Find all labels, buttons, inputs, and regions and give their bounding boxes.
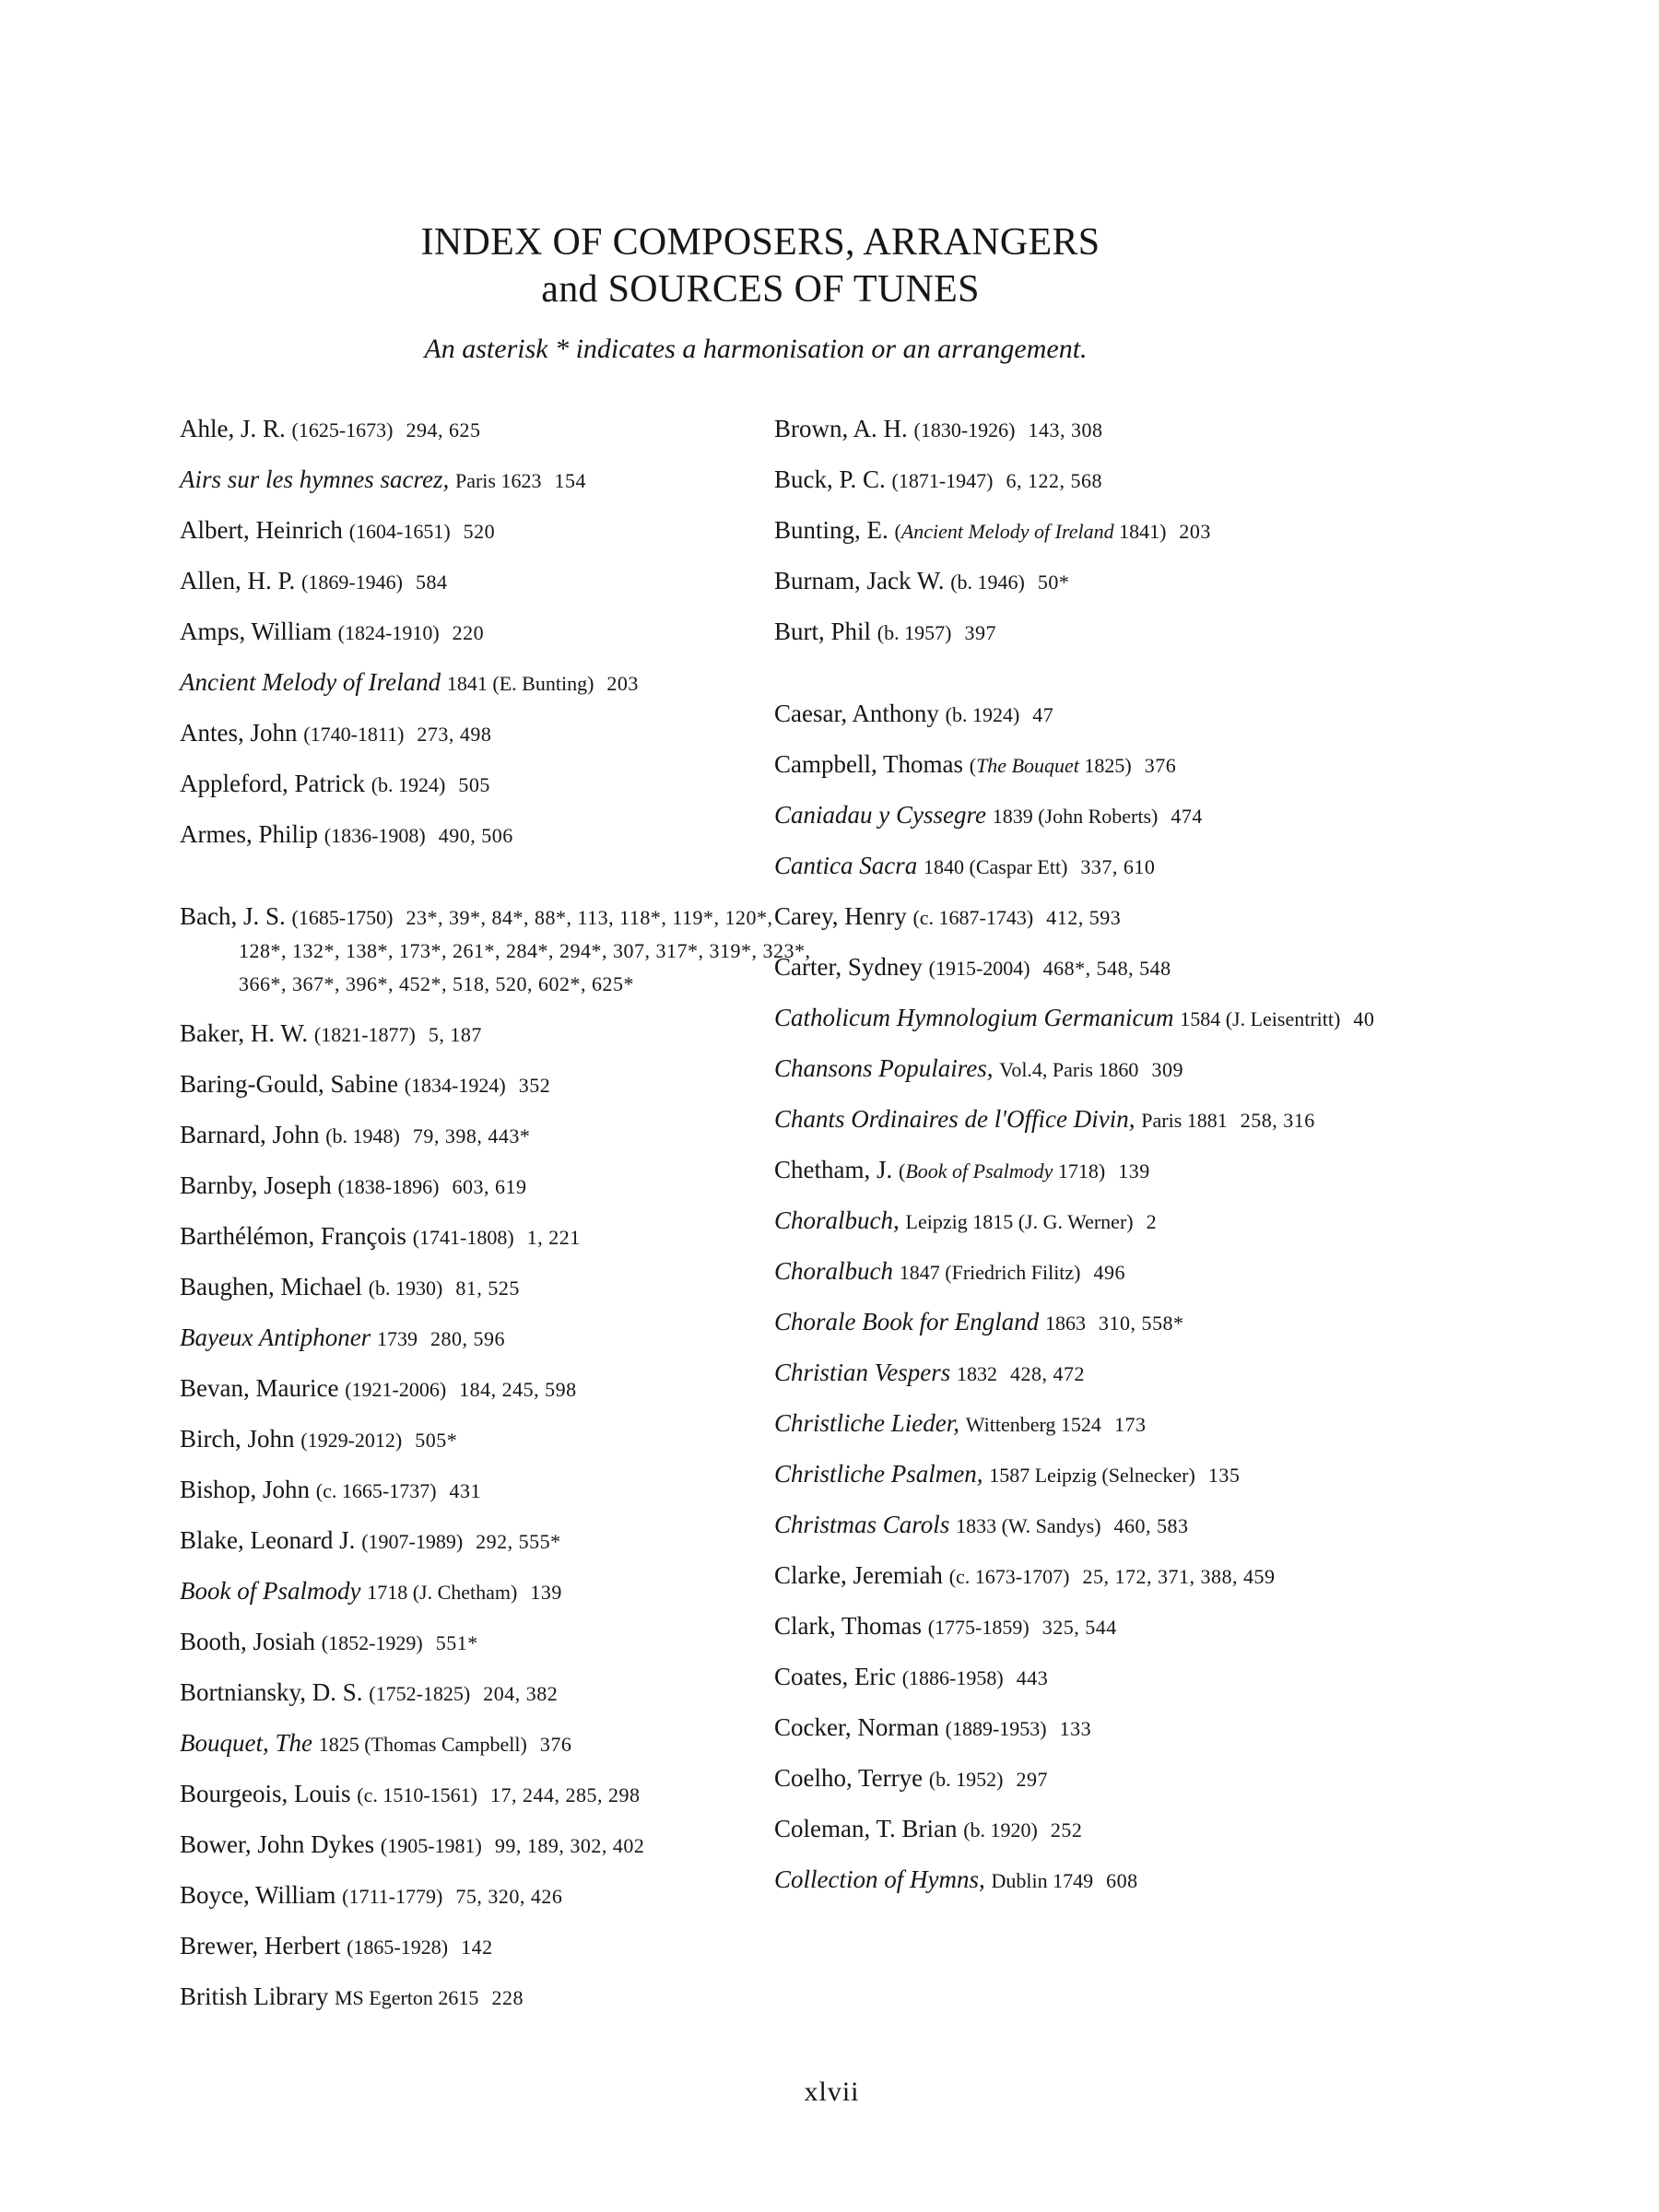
entry-name: Carter, Sydney (774, 953, 923, 981)
entry-hymn-numbers: 47 (1032, 703, 1054, 726)
entry-hymn-numbers: 203 (606, 672, 639, 695)
entry-detail: (1907-1989) (361, 1530, 464, 1553)
entry-name: Bortniansky, D. S. (180, 1678, 363, 1706)
entry-hymn-numbers: 397 (964, 621, 996, 644)
entry-detail: 1840 (Caspar Ett) (924, 855, 1068, 878)
entry-detail: (1838-1896) (337, 1175, 440, 1198)
entry-name: Appleford, Patrick (180, 770, 365, 797)
entry-hymn-numbers: 273, 498 (417, 723, 492, 746)
index-title (378, 219, 1143, 313)
entry-name: Buck, P. C. (774, 465, 886, 493)
index-entry (180, 1981, 825, 2014)
index-entry (774, 799, 1419, 832)
entry-detail: (1929-2012) (300, 1429, 403, 1452)
entry-detail: 1587 Leipzig (Selnecker) (989, 1464, 1195, 1487)
entry-name: Christliche Psalmen, (774, 1460, 983, 1488)
entry-detail: (1852-1929) (321, 1631, 423, 1654)
entry-detail: Leipzig 1815 (J. G. Werner) (905, 1210, 1134, 1233)
page-number-text: xlvii (804, 2077, 860, 2107)
entry-hymn-numbers: 142 (461, 1936, 493, 1959)
entry-name: Coelho, Terrye (774, 1764, 924, 1792)
index-subtitle: An asterisk * indicates a harmonisation or an arrangement. (424, 334, 1088, 364)
index-entry (180, 1423, 825, 1456)
entry-name: Catholicum Hymnologium Germanicum (774, 1004, 1174, 1031)
entry-detail: (c. 1673-1707) (948, 1565, 1070, 1588)
entry-detail: (b. 1952) (928, 1768, 1004, 1791)
entry-detail: (1752-1825) (369, 1682, 471, 1705)
entry-hymn-numbers: 412, 593 (1046, 906, 1122, 929)
index-entry (180, 413, 825, 446)
entry-hymn-numbers: 143, 308 (1028, 418, 1103, 441)
index-entry (774, 1509, 1419, 1542)
entry-name: Choralbuch, (774, 1206, 900, 1234)
entry-detail: Vol.4, Paris 1860 (999, 1058, 1139, 1081)
entry-hymn-numbers: 309 (1151, 1058, 1183, 1081)
index-entry (774, 1458, 1419, 1491)
left-index-column (180, 413, 825, 2031)
entry-hymn-numbers: 310, 558* (1098, 1312, 1184, 1335)
entry-detail: 1739 (376, 1327, 418, 1350)
index-entry (180, 464, 825, 497)
entry-name: Albert, Heinrich (180, 516, 343, 544)
entry-detail: ( (969, 754, 977, 777)
entry-name: Ahle, J. R. (180, 415, 286, 442)
entry-detail: (c. 1687-1743) (912, 906, 1034, 929)
entry-name: Baughen, Michael (180, 1273, 362, 1300)
index-entry (180, 514, 825, 547)
entry-detail: Dublin 1749 (991, 1869, 1094, 1892)
entry-hymn-numbers: 431 (449, 1479, 482, 1502)
index-entry (180, 1524, 825, 1558)
entry-hymn-numbers: 228 (491, 1986, 524, 2009)
index-entry (774, 1255, 1419, 1288)
entry-hymn-numbers: 252 (1050, 1818, 1083, 1841)
index-entry (180, 1575, 825, 1608)
entry-name: Bach, J. S. (180, 902, 286, 930)
entry-detail: (1604-1651) (348, 520, 451, 543)
entry-name: Allen, H. P. (180, 567, 296, 594)
entry-detail: (1836-1908) (324, 824, 426, 847)
index-entry (774, 514, 1419, 547)
index-entry (774, 1610, 1419, 1643)
entry-hymn-numbers: 292, 555* (476, 1530, 561, 1553)
entry-detail-suffix: 1841) (1113, 520, 1167, 543)
entry-name: Burt, Phil (774, 618, 872, 645)
entry-name: Bunting, E. (774, 516, 888, 544)
index-title-line-1: INDEX OF COMPOSERS, ARRANGERS (420, 221, 1100, 264)
entry-detail: (b. 1957) (877, 621, 952, 644)
index-entry (180, 1322, 825, 1355)
right-index-column (774, 413, 1419, 1914)
entry-hymn-numbers: 443 (1016, 1666, 1049, 1689)
index-entry (180, 1930, 825, 1963)
entry-detail: (1821-1877) (313, 1023, 416, 1046)
entry-detail: (1869-1946) (301, 571, 403, 594)
entry-hymn-numbers: 203 (1179, 520, 1211, 543)
entry-hymn-numbers: 294, 625 (406, 418, 481, 441)
index-entry (774, 616, 1419, 649)
entry-detail: 1825 (Thomas Campbell) (318, 1733, 527, 1756)
entry-detail-title: Book of Psalmody (905, 1159, 1053, 1182)
index-entry (774, 413, 1419, 446)
entry-name: Armes, Philip (180, 820, 319, 848)
entry-name: Cantica Sacra (774, 852, 918, 879)
entry-detail: (1921-2006) (345, 1378, 447, 1401)
entry-detail: 1847 (Friedrich Filitz) (899, 1261, 1081, 1284)
entry-hymn-numbers: 204, 382 (483, 1682, 559, 1705)
index-entry (180, 1727, 825, 1760)
entry-detail: 1832 (957, 1362, 998, 1385)
entry-name: Amps, William (180, 618, 332, 645)
entry-name: Brown, A. H. (774, 415, 908, 442)
entry-detail: (1775-1859) (927, 1616, 1030, 1639)
index-entry (180, 1677, 825, 1710)
entry-detail: 1863 (1044, 1312, 1086, 1335)
entry-name: Campbell, Thomas (774, 750, 963, 778)
entry-detail: (1865-1928) (347, 1936, 449, 1959)
entry-hymn-numbers: 280, 596 (429, 1327, 505, 1350)
entry-hymn-numbers: 6, 122, 568 (1006, 469, 1103, 492)
entry-name: Birch, John (180, 1425, 295, 1453)
entry-detail: Paris 1623 (454, 469, 542, 492)
entry-hymn-numbers: 81, 525 (455, 1277, 520, 1300)
index-entry (180, 1626, 825, 1659)
entry-detail: MS Egerton 2615 (334, 1986, 479, 2009)
entry-detail: (1740-1811) (303, 723, 405, 746)
entry-name: Coleman, T. Brian (774, 1815, 958, 1842)
entry-hymn-numbers: 23*, 39*, 84*, 88*, 113, 118*, 119*, 120*, 128*, 132*, 138*, 173*, 261*, 284*, 294*, 307, 317*, 319*, 323*, 366*, 367*, 396*, 452*, 518, 520, 602*, 625* (239, 906, 811, 995)
index-entry (774, 698, 1419, 731)
entry-detail: Paris 1881 (1141, 1109, 1228, 1132)
index-entry (180, 565, 825, 598)
entry-hymn-numbers: 428, 472 (1010, 1362, 1086, 1385)
index-entry (180, 616, 825, 649)
index-entry (180, 768, 825, 801)
entry-detail-title: Ancient Melody of Ireland (900, 520, 1114, 543)
entry-detail: (1871-1947) (891, 469, 994, 492)
index-entry (180, 666, 825, 700)
entry-name: Choralbuch (774, 1257, 894, 1285)
entry-hymn-numbers: 139 (530, 1581, 562, 1604)
entry-name: Collection of Hymns, (774, 1865, 985, 1893)
entry-name: Clark, Thomas (774, 1612, 922, 1640)
entry-hymn-numbers: 468*, 548, 548 (1042, 957, 1171, 980)
entry-name: Barthélémon, François (180, 1222, 406, 1250)
index-entry (774, 900, 1419, 934)
index-entry (180, 1372, 825, 1406)
entry-name: Bouquet, The (180, 1729, 312, 1757)
entry-hymn-numbers: 603, 619 (452, 1175, 527, 1198)
entry-name: Chetham, J. (774, 1156, 893, 1183)
index-entry (774, 748, 1419, 782)
index-entry (774, 1053, 1419, 1086)
entry-hymn-numbers: 258, 316 (1240, 1109, 1315, 1132)
index-entry (774, 1762, 1419, 1795)
entry-name: British Library (180, 1983, 329, 2010)
entry-detail: (c. 1510-1561) (357, 1783, 478, 1806)
entry-name: Coates, Eric (774, 1663, 896, 1690)
entry-detail: (1625-1673) (291, 418, 394, 441)
entry-detail: (c. 1665-1737) (315, 1479, 437, 1502)
entry-detail: ( (899, 1159, 906, 1182)
index-entry (774, 1205, 1419, 1238)
entry-hymn-numbers: 17, 244, 285, 298 (490, 1783, 641, 1806)
entry-hymn-numbers: 139 (1118, 1159, 1150, 1182)
entry-detail: (1889-1953) (945, 1717, 1047, 1740)
page-header (0, 219, 1659, 365)
entry-name: Blake, Leonard J. (180, 1526, 356, 1554)
entry-name: Book of Psalmody (180, 1577, 361, 1605)
entry-hymn-numbers: 79, 398, 443* (412, 1124, 531, 1147)
entry-hymn-numbers: 551* (435, 1631, 478, 1654)
entry-name: Booth, Josiah (180, 1628, 316, 1655)
entry-hymn-numbers: 173 (1113, 1413, 1147, 1436)
index-entry (180, 1018, 825, 1051)
entry-name: Barnard, John (180, 1121, 320, 1148)
index-entry (774, 1407, 1419, 1441)
entry-name: Bourgeois, Louis (180, 1780, 351, 1807)
entry-hymn-numbers: 352 (518, 1074, 551, 1097)
entry-hymn-numbers: 608 (1106, 1869, 1138, 1892)
index-entry (774, 565, 1419, 598)
entry-hymn-numbers: 297 (1016, 1768, 1048, 1791)
entry-hymn-numbers: 337, 610 (1080, 855, 1156, 878)
entry-name: Chorale Book for England (774, 1308, 1040, 1335)
entry-detail: (1741-1808) (412, 1226, 514, 1249)
index-entry (774, 1154, 1419, 1187)
entry-hymn-numbers: 135 (1207, 1464, 1241, 1487)
index-entry (180, 1271, 825, 1304)
entry-name: Caesar, Anthony (774, 700, 939, 727)
index-entry (180, 900, 825, 1000)
entry-hymn-numbers: 75, 320, 426 (455, 1885, 563, 1908)
entry-detail-suffix: 1718) (1053, 1159, 1106, 1182)
entry-name: Cocker, Norman (774, 1713, 939, 1741)
entry-hymn-numbers: 505* (415, 1429, 458, 1452)
entry-detail: (b. 1946) (950, 571, 1025, 594)
entry-detail-title: The Bouquet (976, 754, 1079, 777)
entry-detail: 1841 (E. Bunting) (446, 672, 594, 695)
entry-hymn-numbers: 474 (1171, 805, 1203, 828)
entry-name: Bishop, John (180, 1476, 311, 1503)
index-entry (774, 1002, 1419, 1035)
page-number (0, 2077, 1659, 2108)
entry-name: Antes, John (180, 719, 298, 747)
index-entry (180, 1170, 825, 1203)
entry-detail: Wittenberg 1524 (965, 1413, 1101, 1436)
index-entry (774, 1357, 1419, 1390)
index-entry (774, 1661, 1419, 1694)
entry-detail: 1584 (J. Leisentritt) (1180, 1007, 1341, 1030)
entry-detail: (b. 1924) (371, 773, 446, 796)
index-entry (180, 1879, 825, 1912)
entry-hymn-numbers: 133 (1059, 1717, 1092, 1740)
entry-name: Barnby, Joseph (180, 1171, 332, 1199)
entry-name: Caniadau y Cyssegre (774, 801, 986, 829)
entry-hymn-numbers: 325, 544 (1041, 1616, 1117, 1639)
entry-name: Christmas Carols (774, 1511, 950, 1538)
entry-hymn-numbers: 154 (554, 469, 586, 492)
index-entry (774, 1813, 1419, 1846)
entry-name: Bayeux Antiphoner (180, 1324, 371, 1351)
entry-name: Ancient Melody of Ireland (180, 668, 441, 696)
entry-detail: (1830-1926) (913, 418, 1016, 441)
entry-detail: (b. 1930) (368, 1277, 443, 1300)
index-entry (180, 1829, 825, 1862)
entry-name: Baker, H. W. (180, 1019, 309, 1047)
entry-hymn-numbers: 184, 245, 598 (459, 1378, 577, 1401)
index-entry (774, 464, 1419, 497)
entry-name: Airs sur les hymnes sacrez, (180, 465, 450, 493)
entry-hymn-numbers: 520 (463, 520, 496, 543)
entry-detail: (1886-1958) (901, 1666, 1004, 1689)
index-entry (774, 1712, 1419, 1745)
index-entry (774, 1306, 1419, 1339)
entry-detail: 1833 (W. Sandys) (956, 1514, 1101, 1537)
entry-hymn-numbers: 40 (1353, 1007, 1375, 1030)
entry-name: Burnam, Jack W. (774, 567, 945, 594)
entry-name: Bevan, Maurice (180, 1374, 339, 1402)
entry-name: Chansons Populaires, (774, 1054, 994, 1082)
index-entry (180, 1474, 825, 1507)
entry-name: Carey, Henry (774, 902, 907, 930)
entry-name: Bower, John Dykes (180, 1830, 375, 1858)
entry-name: Brewer, Herbert (180, 1932, 341, 1959)
entry-hymn-numbers: 505 (458, 773, 490, 796)
index-entry (774, 1103, 1419, 1136)
index-entry (180, 717, 825, 750)
index-entry (774, 1864, 1419, 1897)
index-entry (774, 951, 1419, 984)
entry-detail: 1839 (John Roberts) (992, 805, 1159, 828)
index-entry (180, 1220, 825, 1253)
entry-hymn-numbers: 220 (452, 621, 485, 644)
index-entry (180, 1119, 825, 1152)
entry-name: Christian Vespers (774, 1359, 951, 1386)
entry-hymn-numbers: 99, 189, 302, 402 (494, 1834, 645, 1857)
entry-detail: (1834-1924) (404, 1074, 506, 1097)
index-title-line-2: and SOURCES OF TUNES (541, 268, 980, 311)
entry-detail: (1711-1779) (342, 1885, 443, 1908)
entry-hymn-numbers: 2 (1146, 1210, 1158, 1233)
entry-detail: ( (894, 520, 901, 543)
entry-hymn-numbers: 584 (416, 571, 448, 594)
entry-detail: (b. 1924) (945, 703, 1020, 726)
entry-hymn-numbers: 1, 221 (526, 1226, 581, 1249)
entry-detail-suffix: 1825) (1078, 754, 1132, 777)
entry-hymn-numbers: 490, 506 (438, 824, 513, 847)
entry-detail: (1685-1750) (291, 906, 394, 929)
entry-name: Baring-Gould, Sabine (180, 1070, 398, 1098)
entry-hymn-numbers: 460, 583 (1113, 1514, 1189, 1537)
entry-hymn-numbers: 25, 172, 371, 388, 459 (1082, 1565, 1276, 1588)
entry-detail: 1718 (J. Chetham) (367, 1581, 518, 1604)
entry-detail: (b. 1920) (963, 1818, 1038, 1841)
entry-hymn-numbers: 376 (539, 1733, 572, 1756)
index-entry (180, 1068, 825, 1101)
index-entry (180, 818, 825, 852)
entry-name: Christliche Lieder, (774, 1409, 959, 1437)
entry-hymn-numbers: 50* (1037, 571, 1070, 594)
entry-hymn-numbers: 376 (1144, 754, 1177, 777)
entry-detail: (1905-1981) (380, 1834, 482, 1857)
entry-hymn-numbers: 496 (1093, 1261, 1126, 1284)
entry-detail: (1915-2004) (928, 957, 1030, 980)
index-entry (180, 1778, 825, 1811)
index-entry (774, 850, 1419, 883)
entry-detail: (b. 1948) (325, 1124, 400, 1147)
index-entry (774, 1559, 1419, 1593)
entry-detail: (1824-1910) (337, 621, 440, 644)
entry-name: Boyce, William (180, 1881, 336, 1909)
entry-name: Chants Ordinaires de l'Office Divin, (774, 1105, 1135, 1133)
entry-name: Clarke, Jeremiah (774, 1561, 943, 1589)
entry-hymn-numbers: 5, 187 (428, 1023, 482, 1046)
